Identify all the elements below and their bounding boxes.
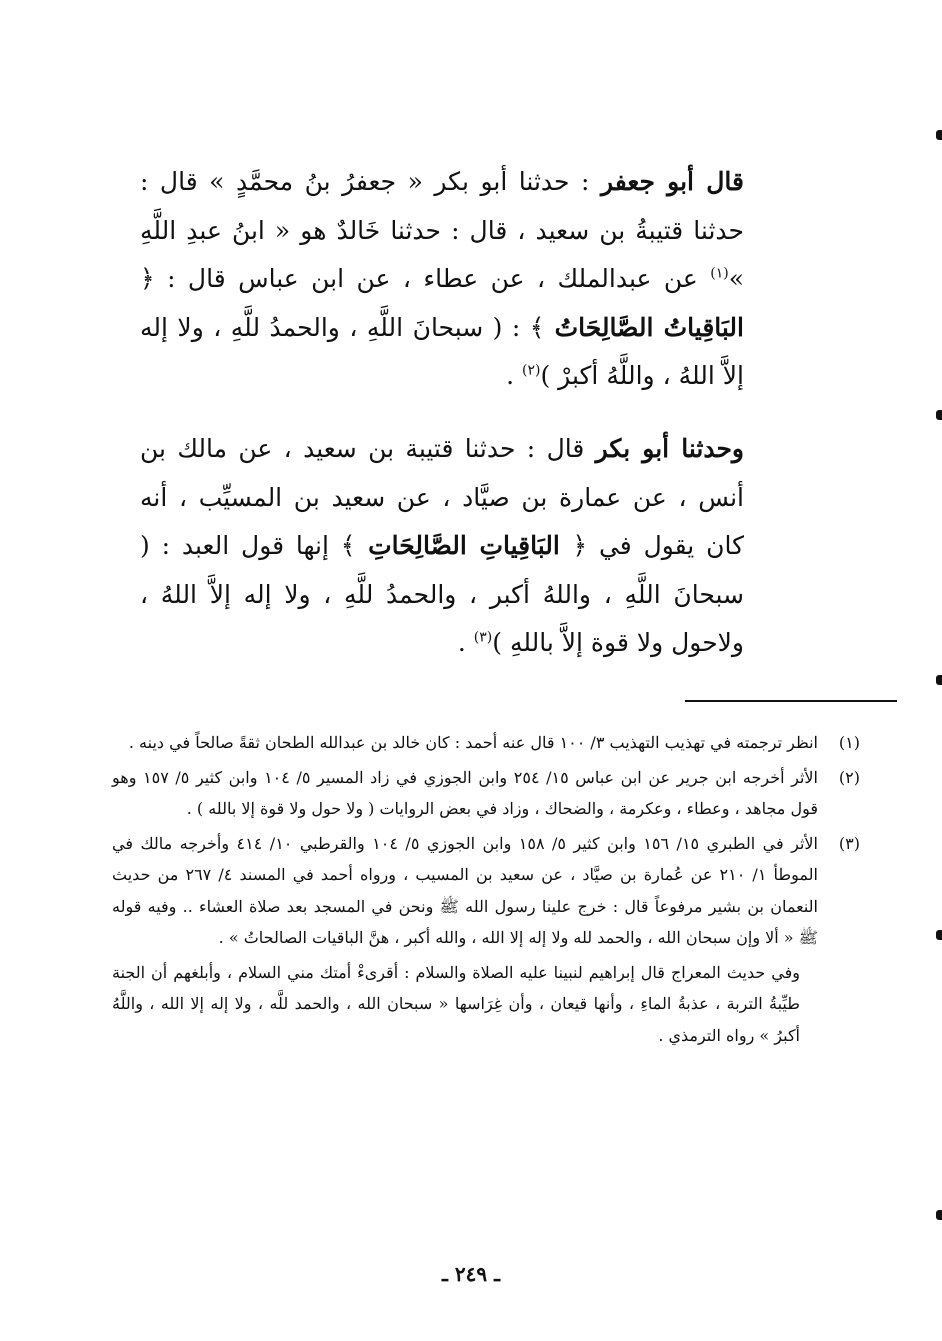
- edge-mark: [936, 930, 942, 940]
- paragraph-1-segment: .: [506, 361, 523, 390]
- edge-mark: [936, 675, 942, 685]
- quran-phrase: البَاقِياتُ الصَّالِحَاتُ: [544, 312, 744, 342]
- edge-mark: [936, 1210, 942, 1220]
- paragraph-1-segment: عن عبدالملك ، عن عطاء ، عن ابن عباس قال : ﴿: [140, 264, 711, 293]
- footnote-ref-2[interactable]: (٢): [522, 362, 541, 379]
- paragraph-2-segment: قال : حدثنا قتيبة بن سعيد ، عن مالك بن أنس ، عن عمارة بن صيَّاد ، عن سعيد بن المسيِّب ، أنه كان يقول في ﴿: [140, 434, 744, 560]
- footnote-text: الأثر في الطبري ١٥/ ١٥٦ وابن كثير ٥/ ١٥٨ وابن الجوزي ٥/ ١٠٤ والقرطبي ١٠/ ٤١٤ وأخرجه مالك في الموطأ ١/ ٢١٠ عن عُمارة بن صيَّاد ، عن سعيد بن المسيب ، ورواه أحمد في المسند ٤/ ٢٦٧ من حديث النعمان بن بشير مرفوعاً قال : خرج علينا رسول الله ﷺ ونحن في المسجد بعد صلاة العشاء .. وفيه قوله ﷺ « ألا وإن سبحان الله ، والحمد لله ولا إله إلا الله ، والله أكبر ، هنَّ الباقيات الصالحاتُ » .: [112, 833, 818, 947]
- footnote-ref-3[interactable]: (٣): [473, 629, 493, 646]
- paragraph-2-segment: .: [457, 628, 474, 657]
- paragraph-1-segment: ﴾ : ( سبحانَ اللَّهِ ، والحمدُ للَّهِ ، ولا إله إلاَّ اللهُ ، واللَّهُ أكبرْ ): [140, 312, 744, 390]
- footnote-text: انظر ترجمته في تهذيب التهذيب ٣/ ١٠٠ قال عنه أحمد : كان خالد بن عبدالله الطحان ثقةً صالحاً في دينه .: [128, 733, 818, 752]
- footnote-extra-text: وفي حديث المعراج قال إبراهيم لنبينا عليه الصلاة والسلام : أقرىءْ أمتك مني السلام ، وأبلغهم أن الجنة طيِّبةُ التربة ، عذبةُ الماءِ ، وأنها قيعان ، وأن غِرَاسها « سبحان الله ، والحمد للَّه ، ولا إله إلا الله ، واللَّهُ أكبرُ » رواه الترمذي .: [112, 962, 800, 1045]
- footnote-3-continuation: [112, 957, 860, 1052]
- page-number: ـ ٢٤٩ ـ: [442, 1262, 500, 1286]
- edge-mark: [936, 410, 942, 420]
- edge-mark: [936, 130, 942, 140]
- paragraph-2-segment: ﴾ إنها قول العبد : ( سبحانَ اللَّهِ ، واللهُ أكبر ، والحمدُ للَّهِ ، ولا إله إلاَّ اللهُ ، ولاحول ولا قوة إلاَّ باللهِ ): [140, 531, 744, 657]
- main-paragraph-1: [140, 158, 812, 401]
- footnote-number: (١): [838, 733, 860, 752]
- footnote-separator: [685, 700, 897, 702]
- paragraph-1-text: [140, 158, 812, 401]
- footnote-text: الأثر أخرجه ابن جرير عن ابن عباس ١٥/ ٢٥٤ وابن الجوزي في زاد المسير ٥/ ١٠٤ وابن كثير ٥/ ١٥٧ وهو قول مجاهد ، وعطاء ، وعكرمة ، والضحاك ، وزاد في بعض الروايات ( ولا حول ولا قوة إلا بالله ) .: [112, 767, 818, 818]
- main-paragraph-2: [140, 425, 812, 668]
- footnotes-section: [112, 727, 860, 1051]
- footnote-number: (٣): [838, 833, 860, 853]
- footnote-1: [112, 727, 860, 759]
- paragraph-2-text: [140, 425, 812, 668]
- narrator-lead: قال أبو جعفر: [600, 167, 744, 196]
- footnote-ref-1[interactable]: (١): [710, 265, 729, 282]
- footnote-3: [112, 828, 860, 954]
- footnote-2: [112, 762, 860, 825]
- paragraph-1-segment: : حدثنا أبو بكر « جعفرُ بنُ محمَّدٍ » قال : حدثنا قتيبةُ بن سعيد ، قال : حدثنا خَالدٌ هو « ابنُ عبدِ اللَّهِ »: [140, 167, 744, 293]
- narrator-lead: وحدثنا أبو بكر: [595, 434, 744, 463]
- quran-phrase: البَاقِياتِ الصَّالِحَاتِ: [355, 531, 573, 560]
- footnote-number: (٢): [838, 767, 860, 787]
